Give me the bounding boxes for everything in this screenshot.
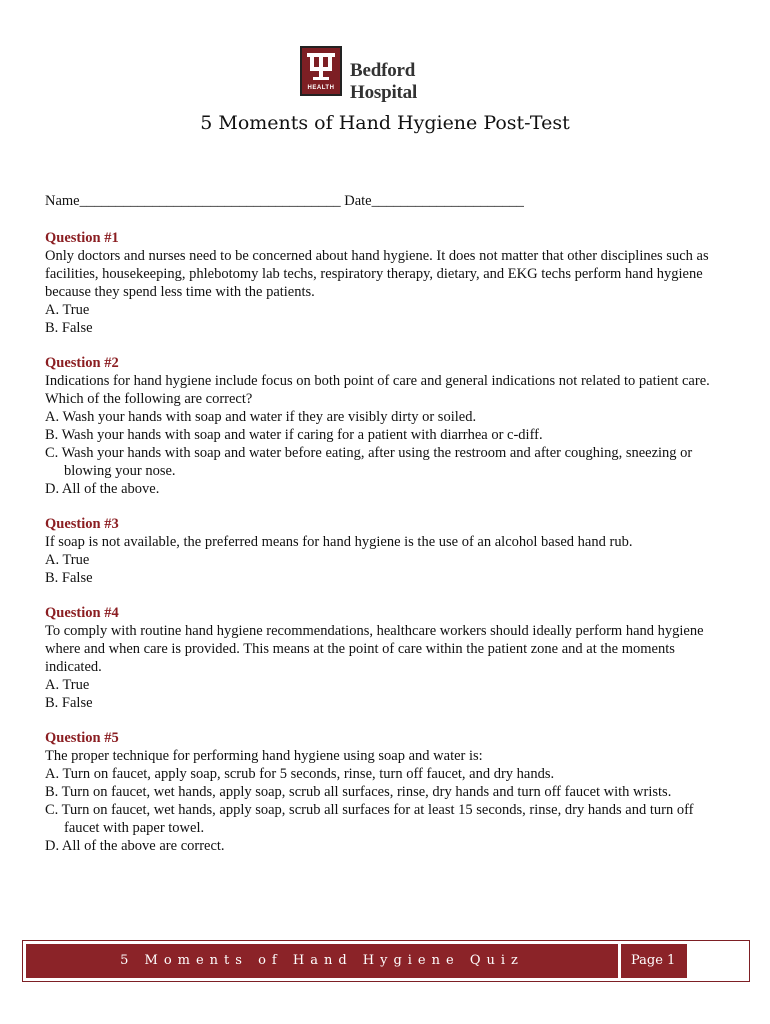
question-text: Indications for hand hygiene include focus on both point of care and general indications not related to patient care. Which of the following are correct? [45,373,710,407]
answer-option[interactable]: B. Wash your hands with soap and water if caring for a patient with diarrhea or c-diff. [45,427,543,443]
question-5 [45,729,735,855]
answer-option[interactable]: A. True [45,552,90,568]
answer-option-line: faucet with paper towel. [64,820,205,836]
questions-list [45,229,735,872]
question-4 [45,604,735,712]
iu-health-logo-mark [300,46,342,96]
name-field[interactable]: Name____________________________________ [45,193,341,209]
answer-option[interactable]: D. All of the above are correct. [45,838,225,854]
question-text: Only doctors and nurses need to be concerned about hand hygiene. It does not matter that other disciplines such as facilities, housekeeping, phlebotomy lab techs, respiratory therapy, dietary, and EKG techs perform hand hygiene because they spend less time with the patients. [45,248,709,300]
answer-option-line: C. Wash your hands with soap and water before eating, after using the restroom and after coughing, sneezing or [45,445,693,461]
footer-title-bar [26,944,618,978]
page-footer [22,940,750,982]
question-1 [45,229,735,337]
iu-trident-icon [306,51,336,85]
question-heading: Question #4 [45,605,119,621]
answer-option[interactable]: D. All of the above. [45,481,160,497]
question-text: If soap is not available, the preferred means for hand hygiene is the use of an alcohol based hand rub. [45,534,633,550]
page-number: Page 1 [631,953,676,968]
answer-option[interactable]: A. Wash your hands with soap and water if they are visibly dirty or soiled. [45,409,477,425]
question-heading: Question #1 [45,230,119,246]
footer-page-box [621,944,746,978]
answer-option[interactable]: B. False [45,570,93,586]
footer-title: 5 Moments of Hand Hygiene Quiz [120,953,524,968]
hospital-logo [300,46,472,103]
question-text: To comply with routine hand hygiene recommendations, healthcare workers should ideally perform hand hygiene where and when care is provided. This means at the point of care within the patient zone and at the moments indicated. [45,623,704,675]
answer-option-line: blowing your nose. [64,463,176,479]
answer-option[interactable] [45,801,735,837]
question-3 [45,515,735,587]
page-number-badge [621,944,687,978]
answer-option[interactable] [45,444,735,480]
logo-health-label: HEALTH [307,85,335,91]
question-text: The proper technique for performing hand hygiene using soap and water is: [45,748,483,764]
question-heading: Question #3 [45,516,119,532]
answer-option[interactable]: A. True [45,677,90,693]
question-heading: Question #5 [45,730,119,746]
answer-option[interactable]: B. Turn on faucet, wet hands, apply soap, scrub all surfaces, rinse, dry hands and turn off faucet with wrists. [45,784,672,800]
page-title: 5 Moments of Hand Hygiene Post-Test [200,112,570,134]
question-2 [45,354,735,498]
answer-option[interactable]: B. False [45,695,93,711]
question-heading: Question #2 [45,355,119,371]
answer-option[interactable]: B. False [45,320,93,336]
hospital-name: Bedford Hospital [350,60,418,103]
answer-option-line: C. Turn on faucet, wet hands, apply soap, scrub all surfaces for at least 15 seconds, rinse, dry hands and turn off [45,802,694,818]
answer-option[interactable]: A. True [45,302,90,318]
answer-option[interactable]: A. Turn on faucet, apply soap, scrub for 5 seconds, rinse, turn off faucet, and dry hands. [45,766,555,782]
name-date-line [45,193,524,210]
date-field[interactable]: Date_____________________ [344,193,524,209]
